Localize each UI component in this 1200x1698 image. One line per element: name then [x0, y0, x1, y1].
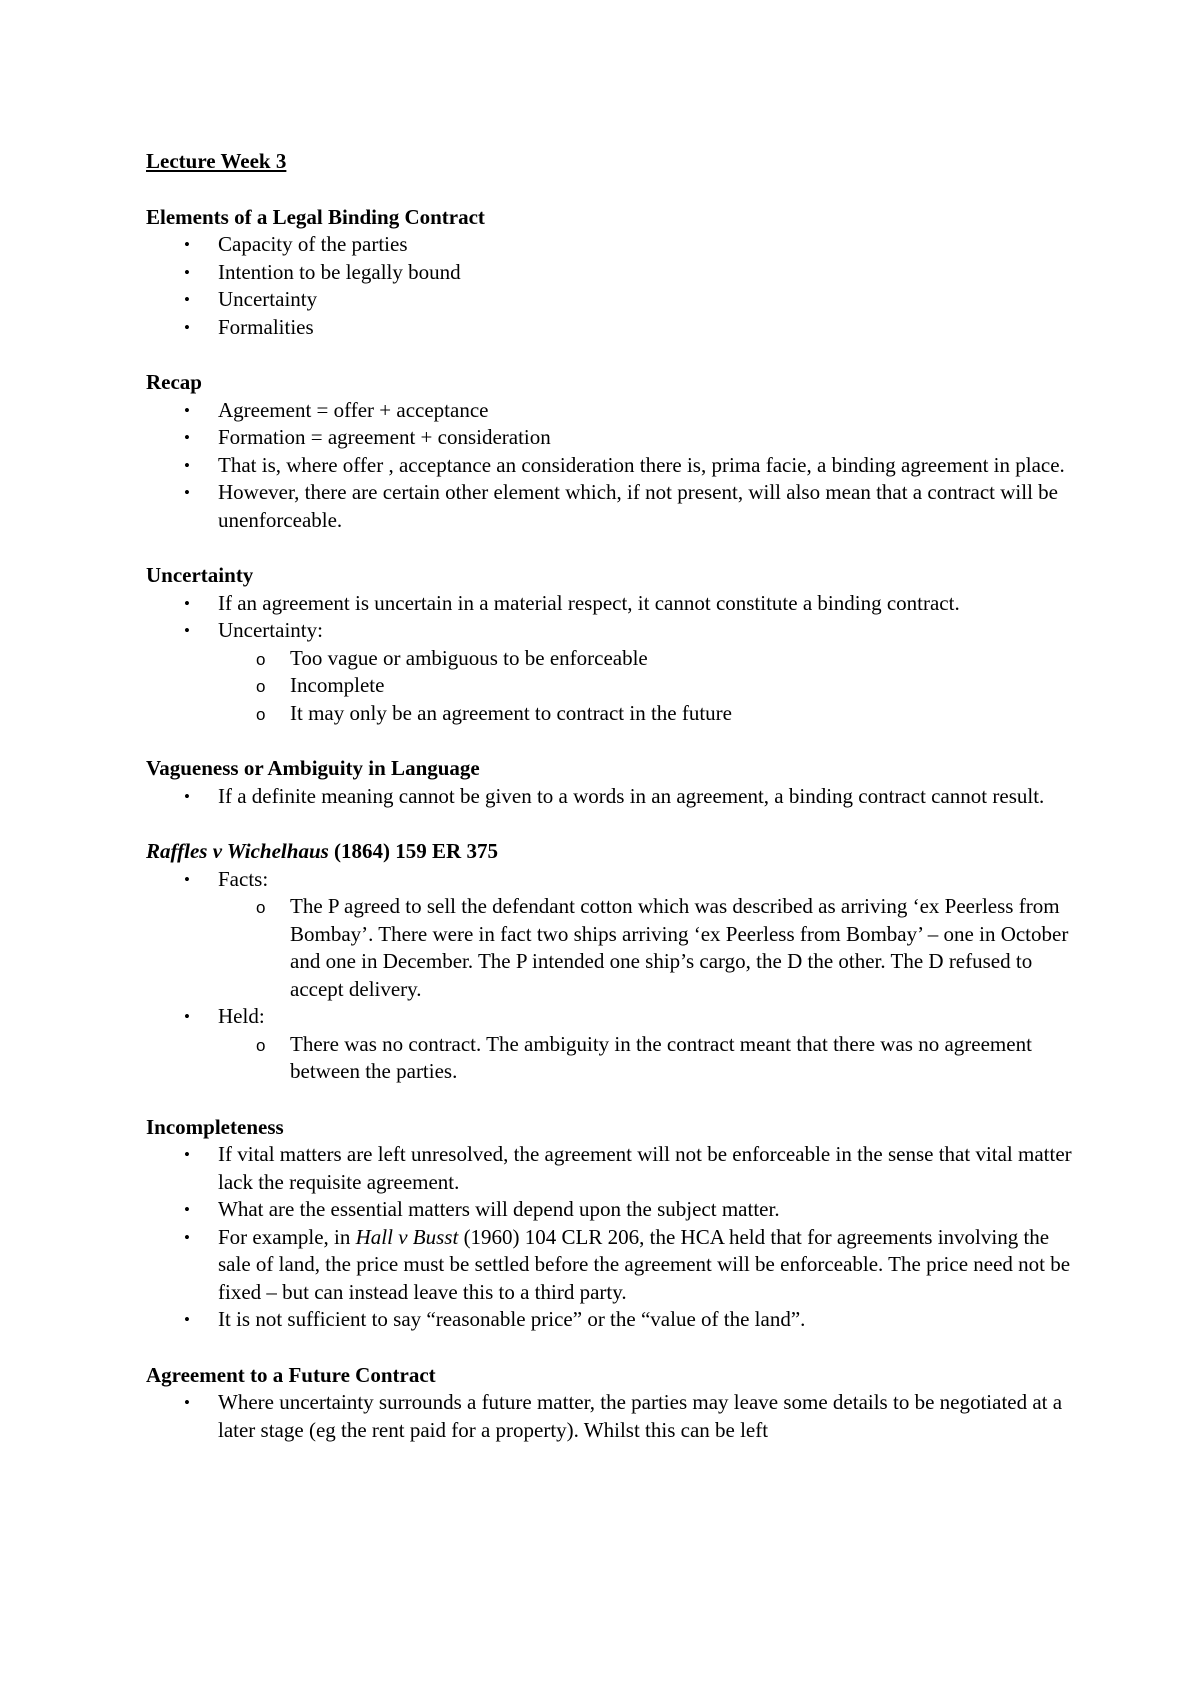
list-item [146, 452, 1076, 480]
section-uncertainty [146, 562, 1076, 727]
bullet-icon: • [184, 869, 190, 889]
bullet-list [146, 1141, 1076, 1334]
case-citation: (1864) 159 ER 375 [328, 839, 498, 863]
list-item [146, 424, 1076, 452]
bullet-list [146, 231, 1076, 341]
facts-label: Facts: [218, 866, 269, 891]
list-item [146, 1003, 1076, 1086]
list-item [146, 397, 1076, 425]
bullet-list [146, 397, 1076, 535]
section-elements [146, 204, 1076, 342]
list-item-text: If vital matters are left unresolved, the agreement will not be enforceable in the sense that vital matter lack the requisite agreement. [218, 1142, 1072, 1194]
bullet-icon: • [184, 317, 190, 337]
list-item [146, 1196, 1076, 1224]
case-name: Raffles v Wichelhaus [146, 839, 329, 863]
case-name: Hall v Busst [355, 1224, 459, 1249]
sub-list-item [218, 645, 1076, 673]
sub-bullet-icon: o [256, 1035, 266, 1055]
bullet-icon: • [184, 1200, 190, 1219]
list-item [146, 617, 1076, 727]
list-item-text: Intention to be legally bound [218, 259, 461, 284]
list-item-text: Formation = agreement + consideration [218, 425, 551, 449]
section-incompleteness [146, 1114, 1076, 1334]
section-heading-raffles [146, 838, 1076, 866]
section-heading-future: Agreement to a Future Contract [146, 1362, 436, 1387]
sub-list-item [218, 1031, 1076, 1086]
example-text: (1960) 104 CLR 206, the HCA held that for agreements involving the sale of land, the price must be settled before the agreement will be enforceable. The price need not be fixed – but can instead leave this to a third party. [218, 1224, 1071, 1304]
bullet-icon: • [184, 1227, 190, 1247]
sub-list-item-text: It may only be an agreement to contract in the future [290, 700, 732, 725]
list-item [146, 1389, 1076, 1444]
facts-text: The P agreed to sell the defendant cotton which was described as arriving ‘ex Peerless from Bombay’. There were in fact two ships arriving ‘ex Peerless from Bombay’ – one in October and one in December. The P intended one ship’s cargo, the D the other. The D refused to accept delivery. [290, 894, 1069, 1001]
list-item [146, 259, 1076, 287]
bullet-icon: • [184, 786, 190, 806]
sub-list-item-text: Too vague or ambiguous to be enforceable [290, 645, 648, 670]
list-item [146, 1141, 1076, 1196]
bullet-icon: • [184, 483, 190, 502]
list-item-text: However, there are certain other element which, if not present, will also mean that a contract will be unenforceable. [218, 480, 1058, 532]
bullet-icon: • [184, 1310, 190, 1329]
list-item-text: If a definite meaning cannot be given to a words in an agreement, a binding contract cannot result. [218, 783, 1045, 808]
list-item-text: Where uncertainty surrounds a future matter, the parties may leave some details to be negotiated at a later stage (eg the rent paid for a property). Whilst this can be left [218, 1390, 1063, 1442]
list-item [146, 231, 1076, 259]
sub-list-item [218, 672, 1076, 700]
sub-list-item [218, 893, 1076, 1003]
bullet-icon: • [184, 428, 190, 447]
list-item-text: Agreement = offer + acceptance [218, 397, 489, 422]
sub-list-item [218, 700, 1076, 728]
list-item [146, 590, 1076, 618]
sub-bullet-icon: o [256, 898, 266, 917]
sub-list [218, 893, 1076, 1003]
sub-list [218, 645, 1076, 728]
bullet-icon: • [184, 1007, 190, 1026]
bullet-list [146, 1389, 1076, 1444]
list-item [146, 479, 1076, 534]
sub-list-item-text: Incomplete [290, 673, 385, 697]
bullet-icon: • [184, 621, 190, 640]
held-text: There was no contract. The ambiguity in the contract meant that there was no agreement between the parties. [290, 1031, 1032, 1083]
list-item [146, 314, 1076, 342]
section-future [146, 1362, 1076, 1445]
bullet-list [146, 866, 1076, 1086]
section-heading-vagueness: Vagueness or Ambiguity in Language [146, 756, 480, 780]
section-raffles [146, 838, 1076, 1086]
bullet-icon: • [184, 400, 190, 420]
section-heading-elements: Elements of a Legal Binding Contract [146, 204, 485, 229]
document-title: Lecture Week 3 [146, 149, 287, 173]
list-item-text: Uncertainty [218, 287, 318, 311]
section-heading-recap: Recap [146, 370, 202, 394]
list-item [146, 1224, 1076, 1307]
sub-bullet-icon: o [256, 677, 266, 696]
sub-list [218, 1031, 1076, 1086]
list-item-text: That is, where offer , acceptance an consideration there is, prima facie, a binding agreement in place. [218, 452, 1065, 477]
list-item-text: Uncertainty: [218, 618, 323, 642]
bullet-icon: • [184, 455, 190, 475]
bullet-icon: • [184, 235, 190, 254]
bullet-icon: • [184, 1393, 190, 1412]
list-item [146, 783, 1076, 811]
bullet-icon: • [184, 593, 190, 613]
sub-bullet-icon: o [256, 649, 266, 669]
document-content [146, 148, 1076, 1472]
sub-bullet-icon: o [256, 704, 266, 724]
list-item [146, 866, 1076, 1004]
list-item-text: Capacity of the parties [218, 232, 408, 256]
section-vagueness [146, 755, 1076, 810]
list-item [146, 1306, 1076, 1334]
list-item-text: Formalities [218, 314, 314, 339]
bullet-icon: • [184, 262, 190, 282]
bullet-icon: • [184, 1145, 190, 1164]
section-heading-incompleteness: Incompleteness [146, 1114, 284, 1139]
section-heading-uncertainty: Uncertainty [146, 563, 254, 587]
bullet-list [146, 783, 1076, 811]
example-prefix: For example, in [218, 1224, 356, 1249]
list-item-text: If an agreement is uncertain in a material respect, it cannot constitute a binding contract. [218, 590, 960, 615]
list-item-text: It is not sufficient to say “reasonable price” or the “value of the land”. [218, 1307, 806, 1331]
held-label: Held: [218, 1004, 265, 1028]
list-item [146, 286, 1076, 314]
bullet-icon: • [184, 290, 190, 309]
list-item-text: What are the essential matters will depend upon the subject matter. [218, 1197, 780, 1221]
section-recap [146, 369, 1076, 534]
bullet-list [146, 590, 1076, 728]
